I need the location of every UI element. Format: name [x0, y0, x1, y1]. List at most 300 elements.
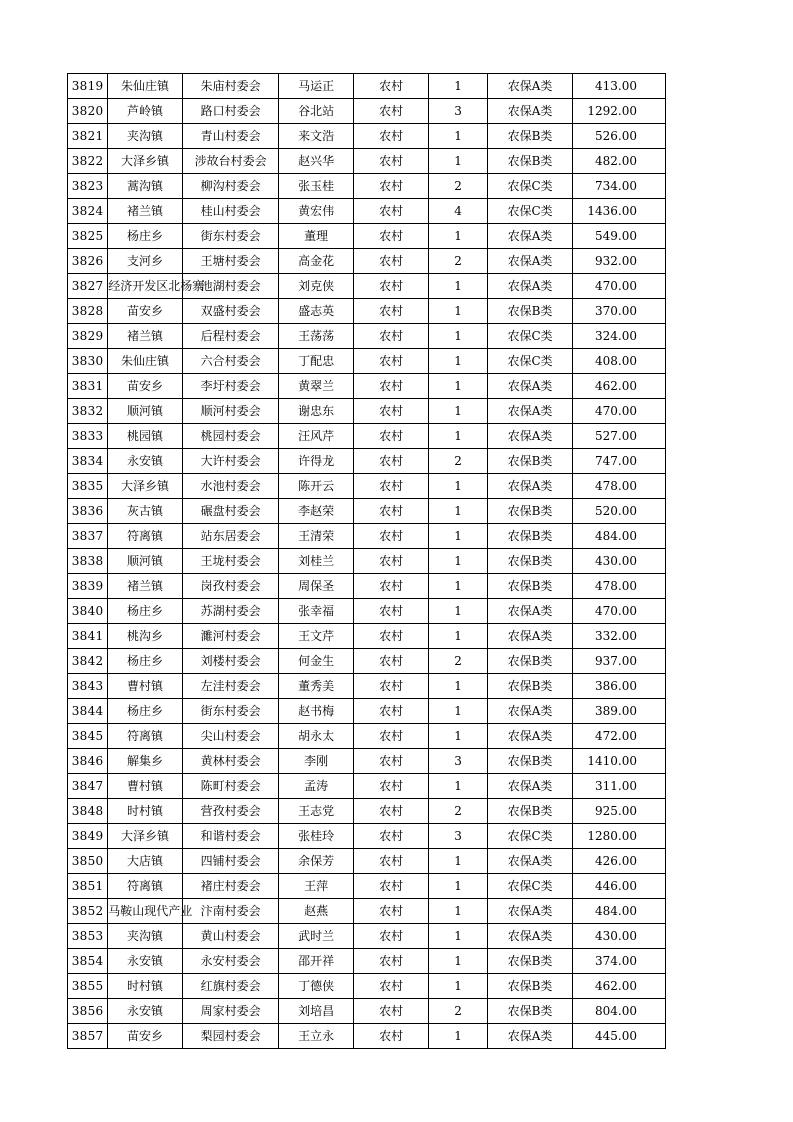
residence-type-cell: 农村 [353, 174, 429, 199]
name-cell: 许得龙 [279, 449, 353, 474]
residence-type-cell: 农村 [353, 799, 429, 824]
name-cell: 谢忠东 [279, 399, 353, 424]
residence-type-cell: 农村 [353, 99, 429, 124]
table-row [68, 149, 666, 174]
household-count-cell: 1 [429, 124, 487, 149]
township-cell: 时村镇 [108, 974, 182, 999]
serial-cell: 3834 [68, 449, 108, 474]
insurance-category-cell: 农保C类 [487, 824, 573, 849]
village-committee-cell: 青山村委会 [182, 124, 279, 149]
table-row [68, 724, 666, 749]
table-row [68, 899, 666, 924]
serial-cell: 3840 [68, 599, 108, 624]
village-committee-cell: 尖山村委会 [182, 724, 279, 749]
insurance-category-cell: 农保B类 [487, 574, 573, 599]
serial-cell: 3827 [68, 274, 108, 299]
household-count-cell: 1 [429, 874, 487, 899]
village-committee-cell: 红旗村委会 [182, 974, 279, 999]
township-cell: 顺河镇 [108, 549, 182, 574]
township-cell: 桃园镇 [108, 424, 182, 449]
household-count-cell: 1 [429, 274, 487, 299]
serial-cell: 3841 [68, 624, 108, 649]
insurance-category-cell: 农保C类 [487, 349, 573, 374]
residence-type-cell: 农村 [353, 949, 429, 974]
serial-cell: 3843 [68, 674, 108, 699]
insurance-category-cell: 农保B类 [487, 974, 573, 999]
serial-cell: 3820 [68, 99, 108, 124]
insurance-category-cell: 农保C类 [487, 874, 573, 899]
village-committee-cell: 苏湖村委会 [182, 599, 279, 624]
table-row [68, 924, 666, 949]
household-count-cell: 1 [429, 674, 487, 699]
table-row [68, 374, 666, 399]
table-row [68, 549, 666, 574]
table-row [68, 849, 666, 874]
amount-cell: 472.00 [573, 724, 666, 749]
residence-type-cell: 农村 [353, 199, 429, 224]
household-count-cell: 1 [429, 424, 487, 449]
residence-type-cell: 农村 [353, 549, 429, 574]
name-cell: 张桂玲 [279, 824, 353, 849]
table-row [68, 274, 666, 299]
household-count-cell: 1 [429, 324, 487, 349]
village-committee-cell: 李圩村委会 [182, 374, 279, 399]
household-count-cell: 1 [429, 599, 487, 624]
household-count-cell: 1 [429, 499, 487, 524]
amount-cell: 470.00 [573, 599, 666, 624]
residence-type-cell: 农村 [353, 149, 429, 174]
household-count-cell: 2 [429, 799, 487, 824]
name-cell: 赵兴华 [279, 149, 353, 174]
amount-cell: 430.00 [573, 549, 666, 574]
insurance-category-cell: 农保B类 [487, 949, 573, 974]
household-count-cell: 1 [429, 774, 487, 799]
table-row [68, 999, 666, 1024]
village-committee-cell: 陈町村委会 [182, 774, 279, 799]
table-row [68, 774, 666, 799]
residence-type-cell: 农村 [353, 449, 429, 474]
household-count-cell: 1 [429, 624, 487, 649]
village-committee-cell: 永安村委会 [182, 949, 279, 974]
name-cell: 赵燕 [279, 899, 353, 924]
amount-cell: 446.00 [573, 874, 666, 899]
village-committee-cell: 水池村委会 [182, 474, 279, 499]
table-row [68, 224, 666, 249]
residence-type-cell: 农村 [353, 674, 429, 699]
name-cell: 黄翠兰 [279, 374, 353, 399]
name-cell: 高金花 [279, 249, 353, 274]
insurance-category-cell: 农保B类 [487, 674, 573, 699]
household-count-cell: 2 [429, 999, 487, 1024]
name-cell: 丁德侠 [279, 974, 353, 999]
household-count-cell: 1 [429, 574, 487, 599]
serial-cell: 3838 [68, 549, 108, 574]
subsidy-ledger-table [67, 73, 666, 1049]
household-count-cell: 1 [429, 924, 487, 949]
serial-cell: 3846 [68, 749, 108, 774]
insurance-category-cell: 农保B类 [487, 649, 573, 674]
township-cell: 朱仙庄镇 [108, 349, 182, 374]
amount-cell: 478.00 [573, 574, 666, 599]
insurance-category-cell: 农保B类 [487, 449, 573, 474]
township-cell: 时村镇 [108, 799, 182, 824]
residence-type-cell: 农村 [353, 399, 429, 424]
residence-type-cell: 农村 [353, 74, 429, 99]
amount-cell: 470.00 [573, 274, 666, 299]
serial-cell: 3829 [68, 324, 108, 349]
serial-cell: 3854 [68, 949, 108, 974]
table-row [68, 399, 666, 424]
village-committee-cell: 柳沟村委会 [182, 174, 279, 199]
village-committee-cell: 双盛村委会 [182, 299, 279, 324]
village-committee-cell: 褚庄村委会 [182, 874, 279, 899]
township-cell: 夹沟镇 [108, 124, 182, 149]
residence-type-cell: 农村 [353, 274, 429, 299]
residence-type-cell: 农村 [353, 574, 429, 599]
amount-cell: 526.00 [573, 124, 666, 149]
insurance-category-cell: 农保A类 [487, 924, 573, 949]
serial-cell: 3836 [68, 499, 108, 524]
amount-cell: 925.00 [573, 799, 666, 824]
township-cell: 褚兰镇 [108, 324, 182, 349]
name-cell: 王立永 [279, 1024, 353, 1049]
amount-cell: 413.00 [573, 74, 666, 99]
household-count-cell: 2 [429, 449, 487, 474]
township-cell: 符离镇 [108, 724, 182, 749]
amount-cell: 332.00 [573, 624, 666, 649]
township-cell: 经济开发区北杨寨 [108, 274, 182, 299]
name-cell: 邵开祥 [279, 949, 353, 974]
village-committee-cell: 濉河村委会 [182, 624, 279, 649]
name-cell: 李赵荣 [279, 499, 353, 524]
household-count-cell: 1 [429, 74, 487, 99]
insurance-category-cell: 农保A类 [487, 424, 573, 449]
township-cell: 苗安乡 [108, 374, 182, 399]
serial-cell: 3850 [68, 849, 108, 874]
serial-cell: 3830 [68, 349, 108, 374]
name-cell: 赵书梅 [279, 699, 353, 724]
amount-cell: 937.00 [573, 649, 666, 674]
township-cell: 大泽乡镇 [108, 474, 182, 499]
village-committee-cell: 营孜村委会 [182, 799, 279, 824]
village-committee-cell: 桂山村委会 [182, 199, 279, 224]
household-count-cell: 2 [429, 249, 487, 274]
serial-cell: 3857 [68, 1024, 108, 1049]
township-cell: 苗安乡 [108, 299, 182, 324]
township-cell: 曹村镇 [108, 674, 182, 699]
serial-cell: 3842 [68, 649, 108, 674]
amount-cell: 734.00 [573, 174, 666, 199]
township-cell: 杨庄乡 [108, 599, 182, 624]
table-row [68, 99, 666, 124]
amount-cell: 389.00 [573, 699, 666, 724]
household-count-cell: 2 [429, 174, 487, 199]
serial-cell: 3821 [68, 124, 108, 149]
serial-cell: 3839 [68, 574, 108, 599]
township-cell: 夹沟镇 [108, 924, 182, 949]
serial-cell: 3847 [68, 774, 108, 799]
insurance-category-cell: 农保A类 [487, 724, 573, 749]
name-cell: 刘培昌 [279, 999, 353, 1024]
serial-cell: 3835 [68, 474, 108, 499]
household-count-cell: 1 [429, 1024, 487, 1049]
amount-cell: 549.00 [573, 224, 666, 249]
table-row [68, 124, 666, 149]
township-cell: 杨庄乡 [108, 224, 182, 249]
residence-type-cell: 农村 [353, 224, 429, 249]
insurance-category-cell: 农保A类 [487, 399, 573, 424]
household-count-cell: 1 [429, 224, 487, 249]
table-row [68, 874, 666, 899]
serial-cell: 3844 [68, 699, 108, 724]
residence-type-cell: 农村 [353, 724, 429, 749]
household-count-cell: 3 [429, 824, 487, 849]
insurance-category-cell: 农保B类 [487, 299, 573, 324]
village-committee-cell: 涉故台村委会 [182, 149, 279, 174]
household-count-cell: 1 [429, 299, 487, 324]
township-cell: 马鞍山现代产业 [108, 899, 182, 924]
residence-type-cell: 农村 [353, 774, 429, 799]
household-count-cell: 3 [429, 99, 487, 124]
township-cell: 苗安乡 [108, 1024, 182, 1049]
insurance-category-cell: 农保A类 [487, 699, 573, 724]
township-cell: 大店镇 [108, 849, 182, 874]
amount-cell: 520.00 [573, 499, 666, 524]
name-cell: 董理 [279, 224, 353, 249]
amount-cell: 426.00 [573, 849, 666, 874]
township-cell: 解集乡 [108, 749, 182, 774]
amount-cell: 445.00 [573, 1024, 666, 1049]
village-committee-cell: 池湖村委会 [182, 274, 279, 299]
name-cell: 谷北站 [279, 99, 353, 124]
residence-type-cell: 农村 [353, 324, 429, 349]
residence-type-cell: 农村 [353, 349, 429, 374]
village-committee-cell: 黄山村委会 [182, 924, 279, 949]
table-row [68, 174, 666, 199]
table-row [68, 574, 666, 599]
village-committee-cell: 六合村委会 [182, 349, 279, 374]
township-cell: 褚兰镇 [108, 574, 182, 599]
table-row [68, 524, 666, 549]
insurance-category-cell: 农保A类 [487, 474, 573, 499]
township-cell: 顺河镇 [108, 399, 182, 424]
residence-type-cell: 农村 [353, 124, 429, 149]
name-cell: 余保芳 [279, 849, 353, 874]
table-row [68, 699, 666, 724]
township-cell: 芦岭镇 [108, 99, 182, 124]
insurance-category-cell: 农保C类 [487, 199, 573, 224]
name-cell: 王志党 [279, 799, 353, 824]
table-row [68, 474, 666, 499]
serial-cell: 3819 [68, 74, 108, 99]
insurance-category-cell: 农保C类 [487, 324, 573, 349]
residence-type-cell: 农村 [353, 599, 429, 624]
table-row [68, 799, 666, 824]
village-committee-cell: 后程村委会 [182, 324, 279, 349]
amount-cell: 324.00 [573, 324, 666, 349]
village-committee-cell: 街东村委会 [182, 224, 279, 249]
table-row [68, 974, 666, 999]
residence-type-cell: 农村 [353, 624, 429, 649]
household-count-cell: 2 [429, 649, 487, 674]
serial-cell: 3828 [68, 299, 108, 324]
township-cell: 永安镇 [108, 999, 182, 1024]
township-cell: 桃沟乡 [108, 624, 182, 649]
name-cell: 孟涛 [279, 774, 353, 799]
serial-cell: 3826 [68, 249, 108, 274]
serial-cell: 3822 [68, 149, 108, 174]
household-count-cell: 1 [429, 699, 487, 724]
table-row [68, 599, 666, 624]
amount-cell: 747.00 [573, 449, 666, 474]
amount-cell: 482.00 [573, 149, 666, 174]
household-count-cell: 1 [429, 899, 487, 924]
name-cell: 王萍 [279, 874, 353, 899]
name-cell: 马运正 [279, 74, 353, 99]
amount-cell: 311.00 [573, 774, 666, 799]
insurance-category-cell: 农保A类 [487, 249, 573, 274]
household-count-cell: 1 [429, 974, 487, 999]
insurance-category-cell: 农保A类 [487, 99, 573, 124]
township-cell: 灰古镇 [108, 499, 182, 524]
table-row [68, 74, 666, 99]
amount-cell: 1280.00 [573, 824, 666, 849]
amount-cell: 462.00 [573, 374, 666, 399]
township-cell: 大泽乡镇 [108, 824, 182, 849]
insurance-category-cell: 农保A类 [487, 849, 573, 874]
name-cell: 张幸福 [279, 599, 353, 624]
residence-type-cell: 农村 [353, 874, 429, 899]
insurance-category-cell: 农保A类 [487, 624, 573, 649]
household-count-cell: 1 [429, 849, 487, 874]
serial-cell: 3852 [68, 899, 108, 924]
amount-cell: 374.00 [573, 949, 666, 974]
amount-cell: 370.00 [573, 299, 666, 324]
insurance-category-cell: 农保A类 [487, 374, 573, 399]
insurance-category-cell: 农保A类 [487, 599, 573, 624]
village-committee-cell: 路口村委会 [182, 99, 279, 124]
table-row [68, 624, 666, 649]
amount-cell: 408.00 [573, 349, 666, 374]
residence-type-cell: 农村 [353, 374, 429, 399]
township-cell: 符离镇 [108, 524, 182, 549]
table-row [68, 424, 666, 449]
residence-type-cell: 农村 [353, 474, 429, 499]
table-row [68, 824, 666, 849]
name-cell: 王荡荡 [279, 324, 353, 349]
household-count-cell: 1 [429, 399, 487, 424]
residence-type-cell: 农村 [353, 899, 429, 924]
name-cell: 何金生 [279, 649, 353, 674]
amount-cell: 1410.00 [573, 749, 666, 774]
township-cell: 褚兰镇 [108, 199, 182, 224]
household-count-cell: 1 [429, 349, 487, 374]
serial-cell: 3825 [68, 224, 108, 249]
insurance-category-cell: 农保A类 [487, 274, 573, 299]
amount-cell: 470.00 [573, 399, 666, 424]
name-cell: 刘克侠 [279, 274, 353, 299]
name-cell: 张玉桂 [279, 174, 353, 199]
insurance-category-cell: 农保B类 [487, 499, 573, 524]
township-cell: 符离镇 [108, 874, 182, 899]
serial-cell: 3832 [68, 399, 108, 424]
village-committee-cell: 站东居委会 [182, 524, 279, 549]
residence-type-cell: 农村 [353, 649, 429, 674]
village-committee-cell: 王垅村委会 [182, 549, 279, 574]
name-cell: 刘桂兰 [279, 549, 353, 574]
amount-cell: 1436.00 [573, 199, 666, 224]
name-cell: 来文浩 [279, 124, 353, 149]
residence-type-cell: 农村 [353, 849, 429, 874]
table-row [68, 299, 666, 324]
table-row [68, 649, 666, 674]
village-committee-cell: 顺河村委会 [182, 399, 279, 424]
village-committee-cell: 四铺村委会 [182, 849, 279, 874]
serial-cell: 3853 [68, 924, 108, 949]
name-cell: 王文芹 [279, 624, 353, 649]
amount-cell: 386.00 [573, 674, 666, 699]
insurance-category-cell: 农保C类 [487, 174, 573, 199]
name-cell: 李刚 [279, 749, 353, 774]
residence-type-cell: 农村 [353, 749, 429, 774]
residence-type-cell: 农村 [353, 524, 429, 549]
village-committee-cell: 刘楼村委会 [182, 649, 279, 674]
township-cell: 杨庄乡 [108, 699, 182, 724]
village-committee-cell: 汴南村委会 [182, 899, 279, 924]
insurance-category-cell: 农保B类 [487, 124, 573, 149]
serial-cell: 3849 [68, 824, 108, 849]
serial-cell: 3831 [68, 374, 108, 399]
village-committee-cell: 和谐村委会 [182, 824, 279, 849]
amount-cell: 1292.00 [573, 99, 666, 124]
name-cell: 陈开云 [279, 474, 353, 499]
household-count-cell: 1 [429, 149, 487, 174]
village-committee-cell: 王塘村委会 [182, 249, 279, 274]
village-committee-cell: 街东村委会 [182, 699, 279, 724]
village-committee-cell: 黄林村委会 [182, 749, 279, 774]
household-count-cell: 3 [429, 749, 487, 774]
amount-cell: 527.00 [573, 424, 666, 449]
township-cell: 永安镇 [108, 949, 182, 974]
amount-cell: 478.00 [573, 474, 666, 499]
serial-cell: 3845 [68, 724, 108, 749]
insurance-category-cell: 农保A类 [487, 74, 573, 99]
serial-cell: 3851 [68, 874, 108, 899]
insurance-category-cell: 农保B类 [487, 524, 573, 549]
insurance-category-cell: 农保A类 [487, 224, 573, 249]
amount-cell: 462.00 [573, 974, 666, 999]
village-committee-cell: 左洼村委会 [182, 674, 279, 699]
serial-cell: 3833 [68, 424, 108, 449]
name-cell: 王清荣 [279, 524, 353, 549]
household-count-cell: 1 [429, 549, 487, 574]
name-cell: 胡永太 [279, 724, 353, 749]
village-committee-cell: 桃园村委会 [182, 424, 279, 449]
table-row [68, 1024, 666, 1049]
table-row [68, 249, 666, 274]
township-cell: 蒿沟镇 [108, 174, 182, 199]
amount-cell: 484.00 [573, 899, 666, 924]
township-cell: 杨庄乡 [108, 649, 182, 674]
township-cell: 朱仙庄镇 [108, 74, 182, 99]
village-committee-cell: 碾盘村委会 [182, 499, 279, 524]
residence-type-cell: 农村 [353, 999, 429, 1024]
table-row [68, 324, 666, 349]
name-cell: 周保圣 [279, 574, 353, 599]
serial-cell: 3823 [68, 174, 108, 199]
residence-type-cell: 农村 [353, 924, 429, 949]
insurance-category-cell: 农保A类 [487, 899, 573, 924]
